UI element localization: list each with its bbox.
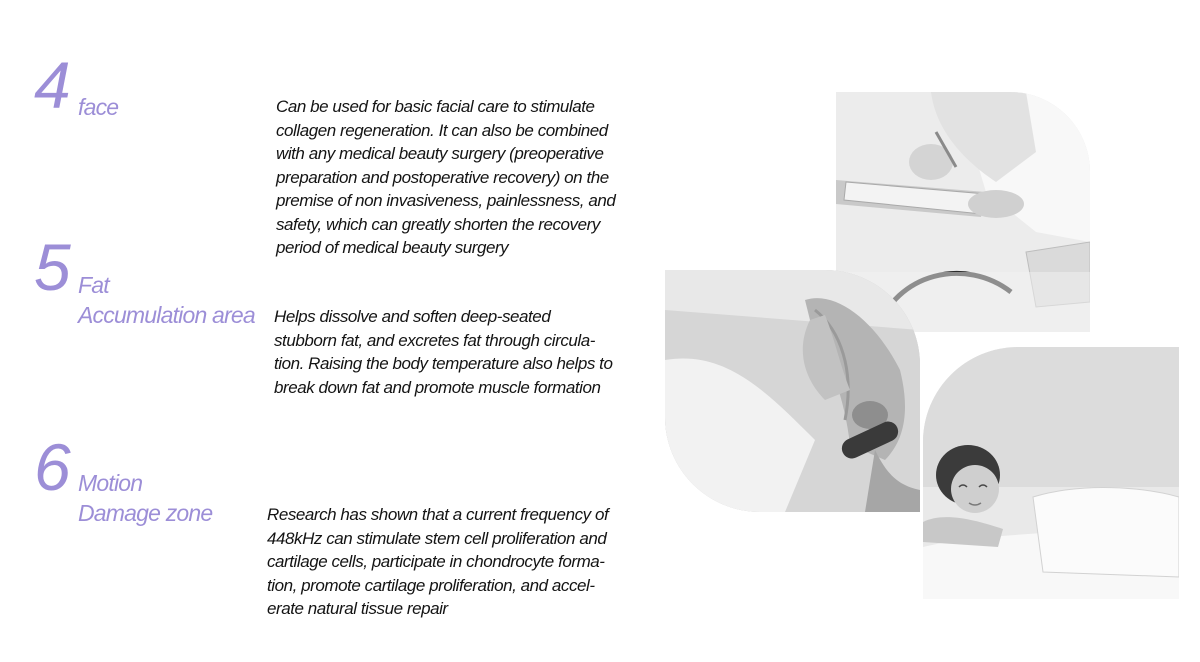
description-line: erate natural tissue repair <box>267 599 448 618</box>
description-line: Helps dissolve and soften deep-seated <box>274 307 551 326</box>
description-line: preparation and postoperative recovery) on the <box>276 167 609 187</box>
description-line: period of medical beauty surgery <box>276 238 509 257</box>
section-label-line: face <box>78 94 119 120</box>
description-line: tion, promote cartilage proliferation, and accel- <box>267 575 595 595</box>
description-line: tion. Raising the body temperature also helps to <box>274 354 613 373</box>
description-line: with any medical beauty surgery (preoperative <box>276 144 604 163</box>
section-description <box>274 305 612 399</box>
description-line: cartilage cells, participate in chondrocyte forma- <box>267 552 605 571</box>
section-number: 6 <box>34 430 69 504</box>
section-label-line: Damage zone <box>78 500 213 526</box>
description-line: collagen regeneration. It can also be combined <box>276 120 608 140</box>
section-label <box>78 92 118 122</box>
description-line: break down fat and promote muscle formation <box>274 377 601 397</box>
description-line: Can be used for basic facial care to stimulate <box>276 97 595 116</box>
section-number: 4 <box>34 48 69 122</box>
description-line: safety, which can greatly shorten the recovery <box>276 214 600 234</box>
section-label-line: Motion <box>78 470 143 496</box>
section-number: 5 <box>34 230 69 304</box>
section-label <box>78 270 255 330</box>
section-label-line: Fat <box>78 272 109 298</box>
section-label-line: Accumulation area <box>78 302 255 328</box>
section-description <box>267 503 608 621</box>
description-line: premise of non invasiveness, painlessness, and <box>276 191 616 210</box>
description-line: Research has shown that a current frequency of <box>267 505 609 524</box>
neck-treatment-photo <box>665 270 920 512</box>
description-line: 448kHz can stimulate stem cell proliferation and <box>267 528 607 548</box>
section-label <box>78 468 212 528</box>
relaxing-woman-photo <box>923 347 1179 599</box>
section-description <box>276 95 615 260</box>
description-line: stubborn fat, and excretes fat through circula- <box>274 330 595 350</box>
